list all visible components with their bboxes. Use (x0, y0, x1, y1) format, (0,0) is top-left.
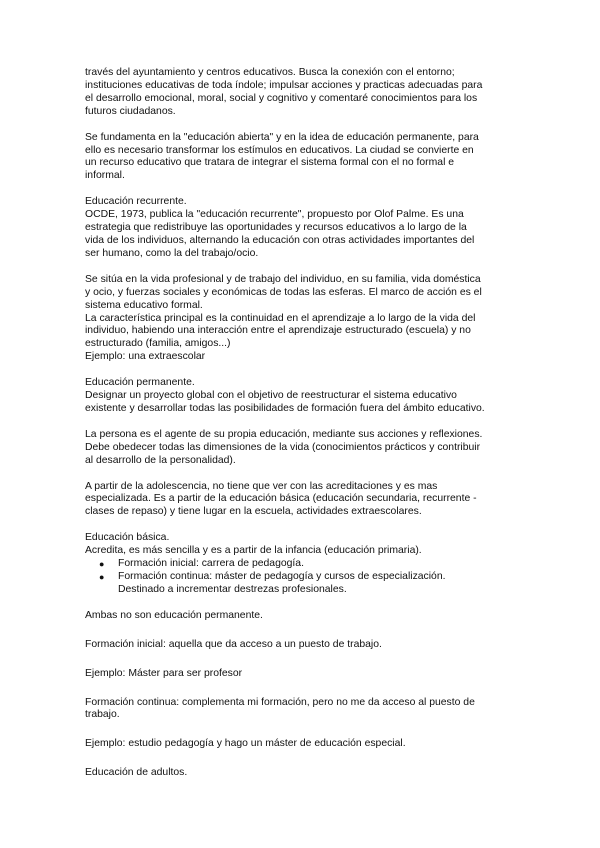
text-line: Designar un proyecto global con el objetivo de reestructurar el sistema educativo (85, 390, 457, 402)
text-line: Ejemplo: una extraescolar (85, 351, 206, 363)
bullet-icon: ● (99, 559, 105, 570)
text-line: Ejemplo: estudio pedagogía y hago un máster de educación especial. (85, 738, 406, 750)
text-line: ser humano, como la del trabajo/ocio. (85, 247, 259, 259)
text-line: individuo, habiendo una interacción entre el aprendizaje estructurado (escuela) y no (85, 325, 471, 337)
text-line: Ejemplo: Máster para ser profesor (85, 667, 243, 679)
list-item-text: Formación inicial: carrera de pedagogía. (118, 558, 304, 570)
text-line: través del ayuntamiento y centros educativos. Busca la conexión con el entorno; (85, 67, 455, 78)
text-line: el desarrollo emocional, moral, social y cognitivo y comentaré conocimientos para los (85, 92, 478, 104)
section-recurrent-education (85, 196, 520, 261)
text-line: ello es necesario transformar los estímulos en educativos. La ciudad se convierte en (85, 144, 474, 156)
text-line: trabajo. (85, 709, 120, 721)
text-line: informal. (85, 170, 125, 182)
text-line: sistema educativo formal. (85, 299, 203, 311)
paragraph-recurrent-details (85, 274, 520, 364)
section-heading: Educación de adultos. (85, 767, 188, 779)
section-heading: Educación básica. (85, 532, 170, 544)
text-line: Se fundamenta en la "educación abierta" y en la idea de educación permanente, para (85, 131, 479, 143)
paragraph-city-education (85, 67, 520, 119)
list-item-continuation: Destinado a incrementar destrezas profesionales. (118, 583, 347, 595)
text-line: estrategia que redistribuye las oportunidades y recursos educativos a lo largo de la (85, 222, 467, 234)
section-heading: Educación permanente. (85, 377, 195, 389)
list-item (85, 558, 520, 571)
text-line: un recurso educativo que tratara de integrar el sistema formal con el no formal e (85, 157, 455, 169)
section-heading: Educación recurrente. (85, 196, 187, 208)
text-line: La persona es el agente de su propia educación, mediante sus acciones y reflexiones. (85, 428, 483, 440)
section-basic-education (85, 532, 520, 597)
text-line: estructurado (familia, amigos...) (85, 338, 231, 350)
text-line: Debe obedecer todas las dimensiones de la vida (conocimientos prácticos y contribuir (85, 441, 481, 453)
list-item (85, 571, 520, 584)
text-line: Formación inicial: aquella que da acceso a un puesto de trabajo. (85, 638, 382, 650)
text-line: A partir de la adolescencia, no tiene que ver con las acreditaciones y es mas (85, 480, 438, 492)
text-line: OCDE, 1973, publica la "educación recurrente", propuesto por Olof Palme. Es una (85, 209, 464, 221)
text-line: y ocio, y fuerzas sociales y económicas de todas las esferas. El marco de acción es el (85, 286, 482, 298)
text-line: Acredita, es más sencilla y es a partir de la infancia (educación primaria). (85, 545, 422, 557)
text-line: existente y desarrollar todas las posibilidades de formación fuera del ámbito educativo. (85, 402, 485, 414)
paragraph-person-agent (85, 429, 520, 468)
paragraph-adolescence (85, 481, 520, 520)
bullet-icon: ● (99, 572, 105, 582)
text-line: La característica principal es la continuidad en el aprendizaje a lo largo de la vida del (85, 312, 476, 324)
bullet-list (85, 558, 520, 584)
section-permanent-education (85, 377, 520, 416)
text-line: Se sitúa en la vida profesional y de trabajo del individuo, en su familia, vida doméstica (85, 273, 481, 285)
list-item-text: Formación continua: máster de pedagogía y cursos de especialización. (118, 571, 446, 582)
text-line: vida de los individuos, alternando la educación con otras actividades importantes del (85, 234, 475, 246)
text-line: futuros ciudadanos. (85, 105, 176, 117)
paragraph-formacion-continua (85, 697, 520, 723)
paragraph-open-education (85, 132, 520, 184)
text-line: clases de repaso) y tiene lugar en la escuela, actividades extraescolares. (85, 506, 422, 518)
text-line: especializada. Es a partir de la educación básica (educación secundaria, recurrente - (85, 493, 477, 505)
text-line: al desarrollo de la personalidad). (85, 454, 236, 466)
text-line: Ambas no son educación permanente. (85, 609, 263, 621)
text-line: Formación continua: complementa mi formación, pero no me da acceso al puesto de (85, 696, 475, 708)
text-line: instituciones educativas de toda índole; impulsar acciones y practicas adecuadas para (85, 79, 483, 91)
